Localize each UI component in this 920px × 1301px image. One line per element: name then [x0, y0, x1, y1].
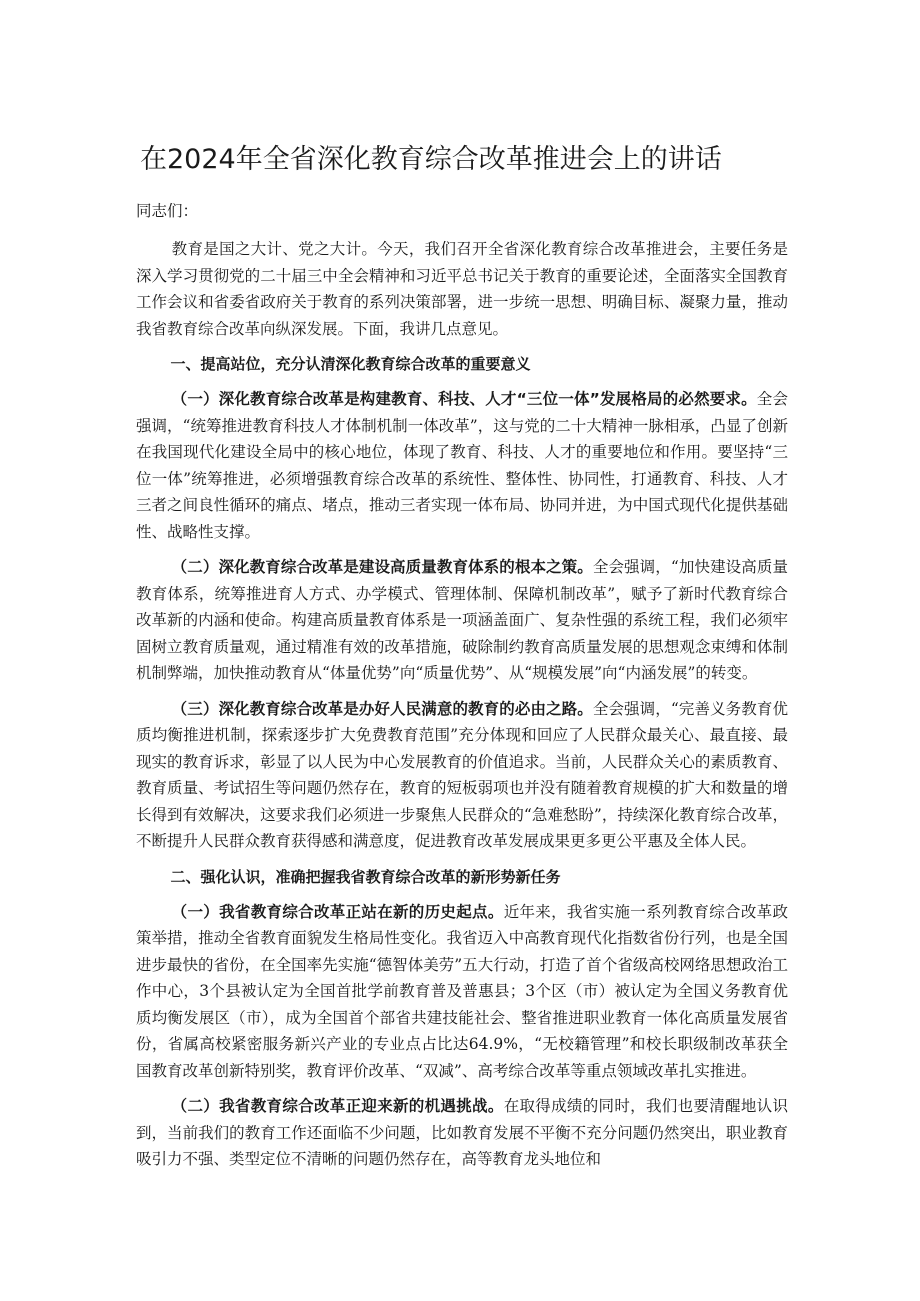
section-1-paragraph-2 — [136, 554, 788, 687]
salutation: 同志们： — [136, 202, 199, 220]
document-page — [136, 140, 788, 1182]
section-1-paragraph-1 — [136, 386, 788, 545]
paragraph-lead: （三）深化教育综合改革是办好人民满意的教育的必由之路。 — [171, 699, 593, 718]
paragraph-lead: （一）我省教育综合改革正站在新的历史起点。 — [171, 902, 504, 921]
section-1-paragraph-3 — [136, 696, 788, 855]
paragraph-lead: （一）深化教育综合改革是构建教育、科技、人才“三位一体”发展格局的必然要求。 — [171, 390, 757, 408]
paragraph-text: 近年来，我省实施一系列教育综合改革政策举措，推动全省教育面貌发生格局性变化。我省迈入中高教育现代化指数省份行列，也是全国进步最快的省份，在全国率先实施“德智体美劳”五大行动，打造了首个省级高校网络思想政治工作中心，3个县被认定为全国首批学前教育普及普惠县；3个区（市）被认定为全国义务教育优质均衡发展区（市），成为全国首个部省共建技能社会、整省推进职业教育一体化高质量发展省份，省属高校紧密服务新兴产业的专业点占比达64.9%，“无校籍管理”和校长职级制改革获全国教育改革创新特别奖，教育评价改革、“双减”、高考综合改革等重点领域改革扎实推进。 — [136, 902, 788, 1080]
paragraph-text: 在取得成绩的同时，我们也要清醒地认识到，当前我们的教育工作还面临不少问题，比如教育发展不平衡不充分问题仍然突出，职业教育吸引力不强、类型定位不清晰的问题仍然存在，高等教育龙头地位和 — [136, 1097, 788, 1168]
paragraph-text: 全会强调，“统筹推进教育科技人才体制机制一体改革”，这与党的二十大精神一脉相承，凸显了创新在我国现代化建设全局中的核心地位，体现了教育、科技、人才的重要地位和作用。要坚持“三位一体”统筹推进，必须增强教育综合改革的系统性、整体性、协同性，打通教育、科技、人才三者之间良性循环的痛点、堵点，推动三者实现一体布局、协同并进，为中国式现代化提供基础性、战略性支撑。 — [136, 390, 788, 541]
intro-paragraph: 教育是国之大计、党之大计。今天，我们召开全省深化教育综合改革推进会，主要任务是深入学习贯彻党的二十届三中全会精神和习近平总书记关于教育的重要论述，全面落实全国教育工作会议和省委省政府关于教育的系列决策部署，进一步统一思想、明确目标、凝聚力量，推动我省教育综合改革向纵深发展。下面，我讲几点意见。 — [136, 240, 788, 338]
section-2-heading: 二、强化认识，准确把握我省教育综合改革的新形势新任务 — [170, 867, 561, 886]
section-2-paragraph-2 — [136, 1093, 788, 1173]
paragraph-text: 全会强调，“加快建设高质量教育体系，统筹推进育人方式、办学模式、管理体制、保障机制改革”，赋予了新时代教育综合改革新的内涵和使命。构建高质量教育体系是一项涵盖面广、复杂性强的系统工程，我们必须牢固树立教育质量观，通过精准有效的改革措施，破除制约教育高质量发展的思想观念束缚和体制机制弊端，加快推动教育从“体量优势”向“质量优势”、从“规模发展”向“内涵发展”的转变。 — [136, 558, 788, 682]
paragraph-lead: （二）我省教育综合改革正迎来新的机遇挑战。 — [171, 1097, 504, 1115]
document-title: 在2024年全省深化教育综合改革推进会上的讲话 — [140, 144, 722, 175]
paragraph-text: 全会强调，“完善义务教育优质均衡推进机制，探索逐步扩大免费教育范围”充分体现和回应了人民群众最关心、最直接、最现实的教育诉求，彰显了以人民为中心发展教育的价值追求。当前，人民群众关心的素质教育、教育质量、考试招生等问题仍然存在，教育的短板弱项也并没有随着教育规模的扩大和数量的增长得到有效解决，这要求我们必须进一步聚焦人民群众的“急难愁盼”，持续深化教育综合改革，不断提升人民群众教育获得感和满意度，促进教育改革发展成果更多更公平惠及全体人民。 — [136, 699, 788, 850]
section-1-heading: 一、提高站位，充分认清深化教育综合改革的重要意义 — [170, 355, 531, 373]
paragraph-lead: （二）深化教育综合改革是建设高质量教育体系的根本之策。 — [171, 558, 593, 576]
section-2-paragraph-1 — [136, 899, 788, 1085]
